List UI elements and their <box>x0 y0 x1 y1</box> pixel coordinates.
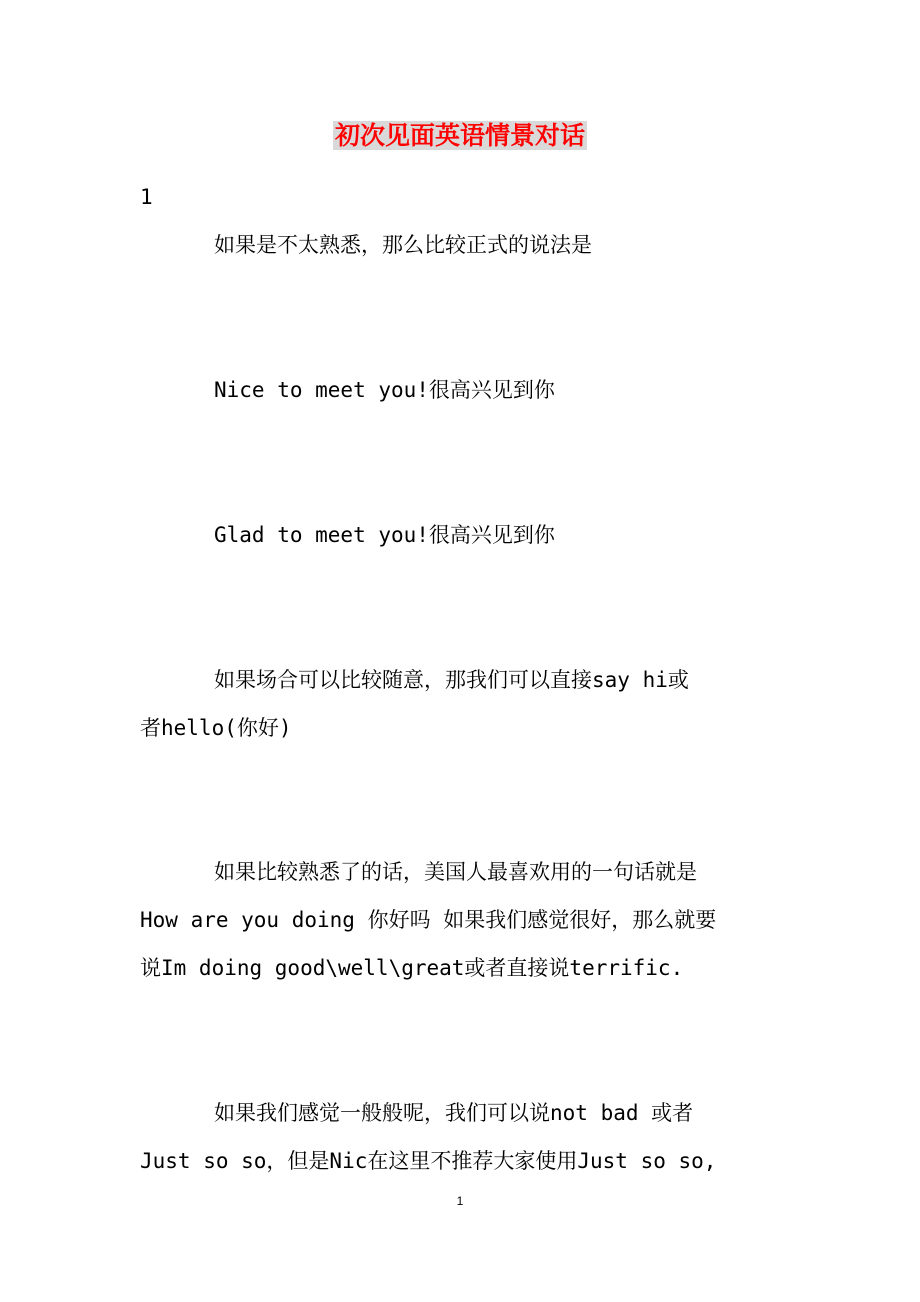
paragraph-line: Glad to meet you!很高兴见到你 <box>214 523 555 547</box>
document-title <box>0 114 920 158</box>
section-number: 1 <box>140 185 153 209</box>
paragraph-line: Nice to meet you!很高兴见到你 <box>214 378 555 402</box>
page-number: 1 <box>456 1194 464 1208</box>
title-text: 初次见面英语情景对话 <box>334 121 585 150</box>
paragraph-line: How are you doing 你好吗 如果我们感觉很好，那么就要 <box>140 908 717 932</box>
paragraph-line: 如果我们感觉一般般呢，我们可以说not bad 或者 <box>214 1101 694 1125</box>
paragraph-line: Just so so，但是Nic在这里不推荐大家使用Just so so, <box>140 1149 717 1173</box>
paragraph-line: 如果场合可以比较随意，那我们可以直接say hi或 <box>214 668 689 692</box>
paragraph-line: 者hello(你好) <box>140 716 292 740</box>
paragraph-line: 如果比较熟悉了的话，美国人最喜欢用的一句话就是 <box>214 860 697 884</box>
paragraph-line: 说Im doing good\well\great或者直接说terrific. <box>140 956 684 980</box>
paragraph-line: 如果是不太熟悉，那么比较正式的说法是 <box>214 233 592 257</box>
